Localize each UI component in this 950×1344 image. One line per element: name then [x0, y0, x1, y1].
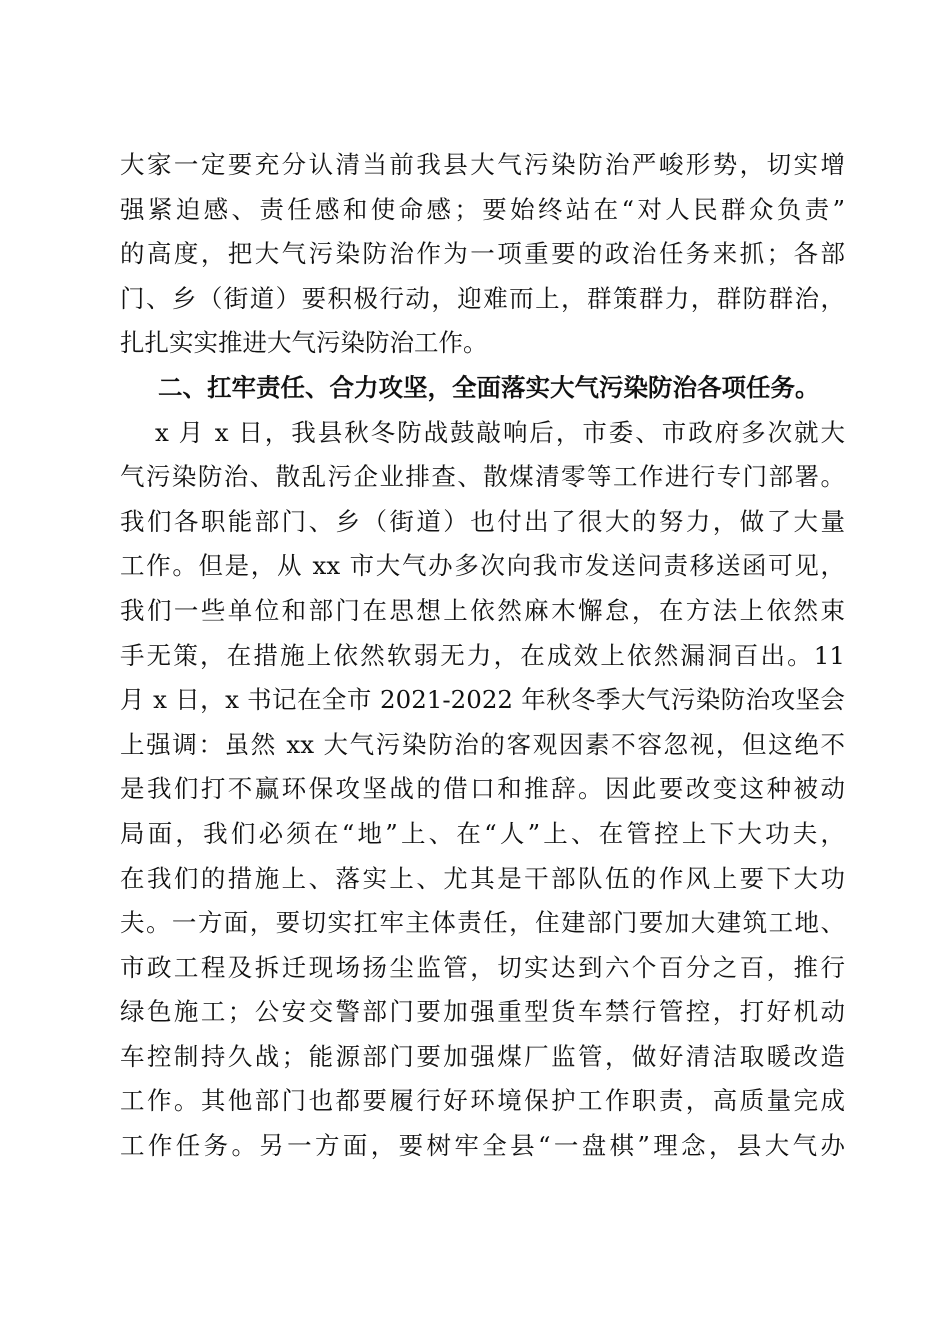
text-line: 市政工程及拆迁现场扬尘监管，切实达到六个百分之百，推行 [120, 952, 845, 982]
text-line: 局面，我们必须在“地”上、在“人”上、在管控上下大功夫， [120, 818, 845, 848]
text-line: 手无策，在措施上依然软弱无力，在成效上依然漏洞百出。11 [120, 640, 845, 670]
text-line: 大家一定要充分认清当前我县大气污染防治严峻形势，切实增 [120, 150, 845, 179]
text-line: 绿色施工；公安交警部门要加强重型货车禁行管控，打好机动 [120, 997, 845, 1027]
text-line: 气污染防治、散乱污企业排查、散煤清零等工作进行专门部署。 [120, 462, 845, 492]
text-line: 工作任务。另一方面，要树牢全县“一盘棋”理念，县大气办 [120, 1131, 845, 1161]
text-line: x 月 x 日，我县秋冬防战鼓敲响后，市委、市政府多次就大 [155, 417, 845, 447]
text-line: 工作。但是，从 xx 市大气办多次向我市发送问责移送函可见， [120, 551, 845, 581]
text-line: 门、乡（街道）要积极行动，迎难而上，群策群力，群防群治， [120, 283, 845, 313]
document-body [120, 143, 845, 1169]
text-line: 我们一些单位和部门在思想上依然麻木懈怠，在方法上依然束 [120, 595, 845, 625]
text-line: 扎扎实实推进大气污染防治工作。 [120, 328, 488, 358]
text-line: 在我们的措施上、落实上、尤其是干部队伍的作风上要下大功 [120, 863, 845, 893]
text-line: 车控制持久战；能源部门要加强煤厂监管，做好清洁取暖改造 [120, 1041, 845, 1071]
text-line: 我们各职能部门、乡（街道）也付出了很大的努力，做了大量 [120, 506, 845, 536]
text-line: 上强调：虽然 xx 大气污染防治的客观因素不容忽视，但这绝不 [120, 729, 845, 759]
text-line: 是我们打不赢环保攻坚战的借口和推辞。因此要改变这种被动 [120, 774, 845, 804]
text-line: 月 x 日，x 书记在全市 2021-2022 年秋冬季大气污染防治攻坚会 [120, 685, 845, 715]
text-line: 的高度，把大气污染防治作为一项重要的政治任务来抓；各部 [120, 239, 845, 269]
section-heading: 二、扛牢责任、合力攻坚，全面落实大气污染防治各项任务。 [158, 372, 820, 402]
text-line: 强紧迫感、责任感和使命感；要始终站在“对人民群众负责” [120, 194, 845, 224]
text-line: 夫。一方面，要切实扛牢主体责任，住建部门要加大建筑工地、 [120, 908, 845, 938]
text-line: 工作。其他部门也都要履行好环境保护工作职责，高质量完成 [120, 1086, 845, 1116]
